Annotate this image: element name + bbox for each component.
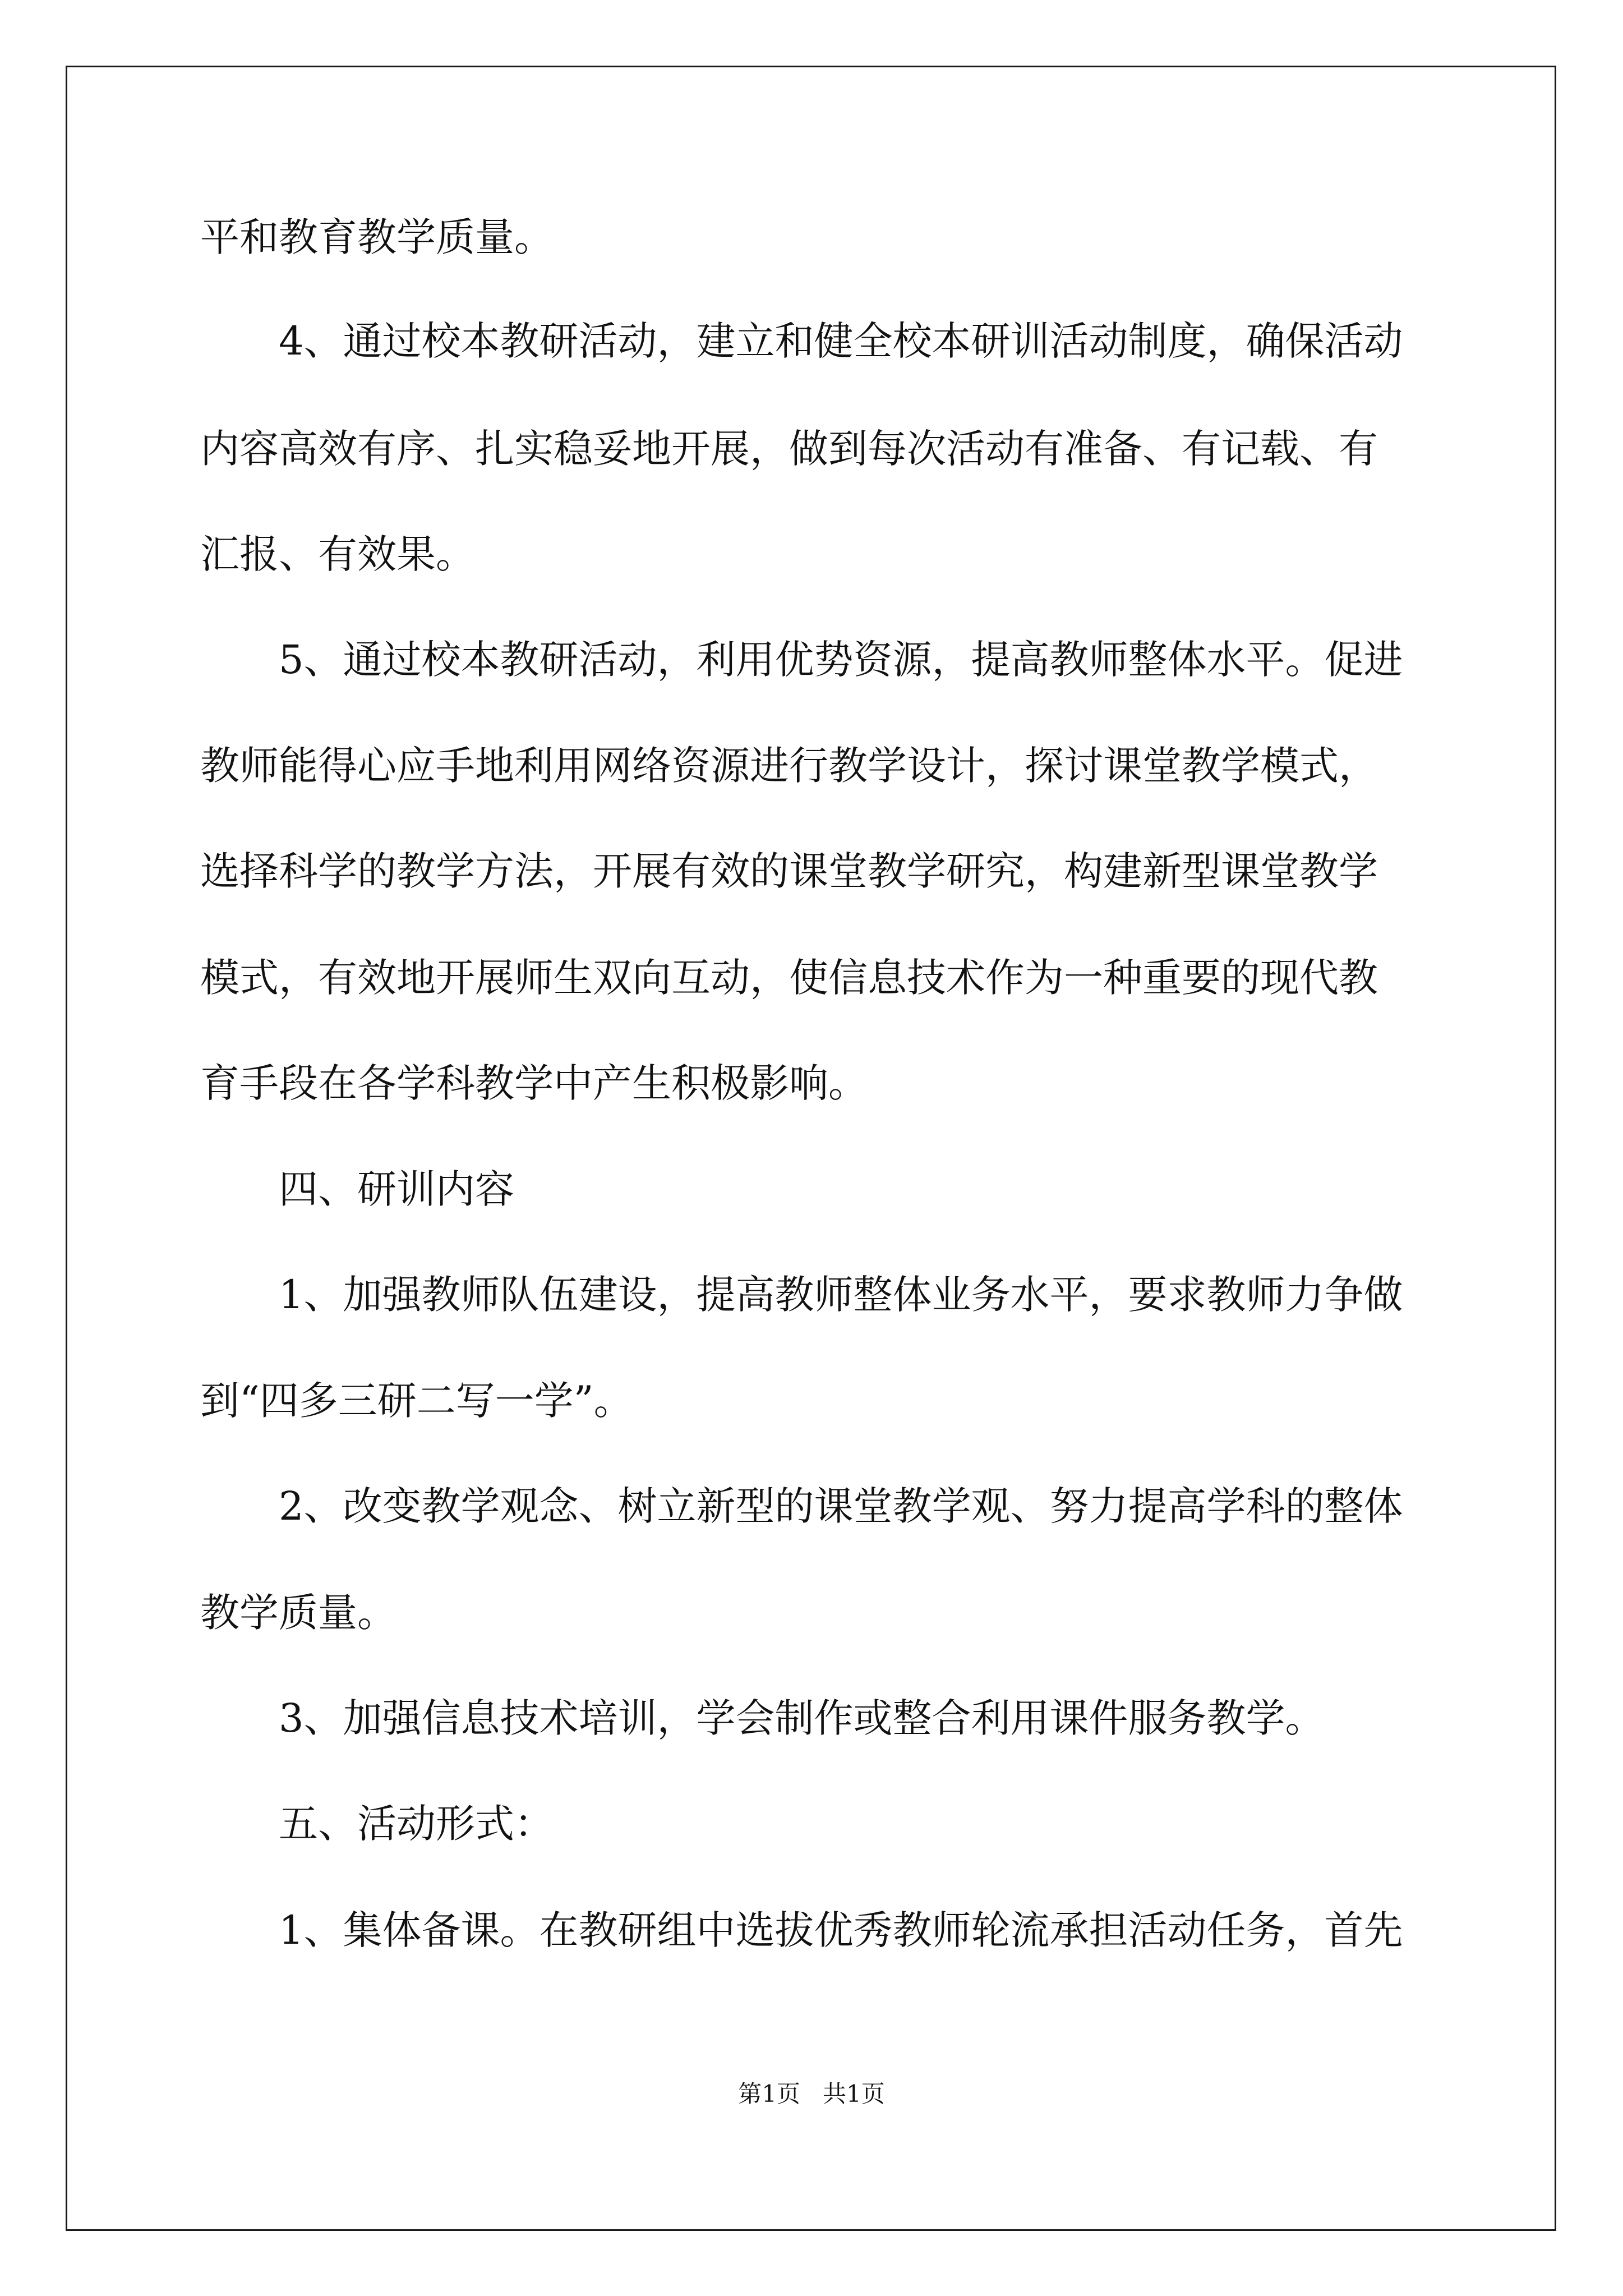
text-line: 平和教育教学质量。	[200, 214, 554, 260]
section-heading: 四、研训内容	[279, 1166, 514, 1212]
section-heading: 五、活动形式：	[279, 1801, 554, 1847]
paragraph-first-line: 1、集体备课。在教研组中选拔优秀教师轮流承担活动任务，首先	[279, 1907, 1403, 1953]
text-line: 内容高效有序、扎实稳妥地开展，做到每次活动有准备、有记载、有	[200, 426, 1378, 472]
page-number-footer: 第1页 共1页	[738, 2080, 885, 2108]
paragraph-first-line: 5、通过校本教研活动，利用优势资源，提高教师整体水平。促进	[279, 637, 1403, 683]
paragraph-first-line: 4、通过校本教研活动，建立和健全校本研训活动制度，确保活动	[279, 318, 1403, 364]
text-line: 教师能得心应手地利用网络资源进行教学设计，探讨课堂教学模式，	[200, 743, 1378, 789]
paragraph-first-line: 1、加强教师队伍建设，提高教师整体业务水平，要求教师力争做	[279, 1272, 1403, 1318]
text-line: 教学质量。	[200, 1590, 396, 1636]
text-line: 选择科学的教学方法，开展有效的课堂教学研究，构建新型课堂教学	[200, 848, 1378, 894]
paragraph-first-line: 2、改变教学观念、树立新型的课堂教学观、努力提高学科的整体	[279, 1483, 1403, 1529]
paragraph-first-line: 3、加强信息技术培训，学会制作或整合利用课件服务教学。	[279, 1695, 1325, 1741]
text-line: 育手段在各学科教学中产生积极影响。	[200, 1060, 868, 1106]
text-line: 到“四多三研二写一学”。	[200, 1378, 633, 1424]
text-line: 汇报、有效果。	[200, 531, 475, 577]
text-line: 模式，有效地开展师生双向互动，使信息技术作为一种重要的现代教	[200, 955, 1378, 1001]
